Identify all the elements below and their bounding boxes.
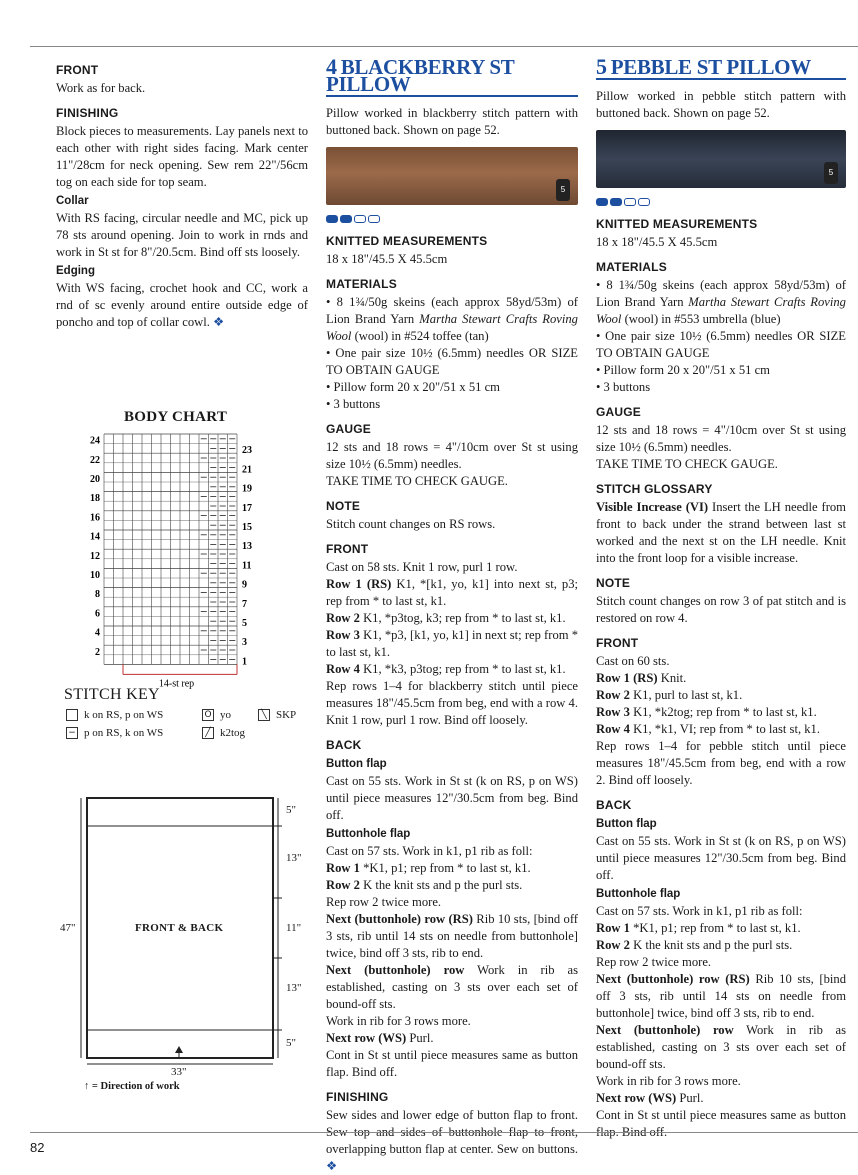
button-flap-heading: Button flap xyxy=(326,758,387,770)
knitted-measurements: 18 x 18"/45.5 X 45.5cm xyxy=(326,252,448,266)
pebble-intro: Pillow worked in pebble stitch pattern with buttoned back. Shown on page 52. xyxy=(596,89,846,120)
row-label-right: 15 xyxy=(242,522,252,533)
row-label-left: 14 xyxy=(90,531,100,543)
body-chart-title: BODY CHART xyxy=(124,409,228,425)
row-label-left: 16 xyxy=(90,512,100,524)
gauge-check: TAKE TIME TO CHECK GAUGE. xyxy=(596,457,778,471)
gauge-text: 12 sts and 18 rows = 4"/10cm over St st using size 10½ (6.5mm) needles. xyxy=(326,440,578,471)
glossary-text: Visible Increase (VI) Insert the LH needle from front to back under the strand between last st worked and the next st on the LH needle. Knit into the front loop for a visible increase. xyxy=(596,500,846,565)
pebble-column xyxy=(596,54,847,1141)
buttonhole-text: Cast on 57 sts. Work in k1, p1 rib as foll: xyxy=(326,844,533,858)
direction-legend: ↑ = Direction of work xyxy=(84,1081,180,1092)
row-label-left: 4 xyxy=(95,627,100,639)
repeat-text: Rep rows 1–4 for pebble stitch until piece measures 18"/45.5cm from beg, end with a row 2. Bind off loosely. xyxy=(596,739,846,787)
note-heading: NOTE xyxy=(596,576,631,590)
row-label-right: 7 xyxy=(242,598,247,610)
button-flap-text: Cast on 55 sts. Work in St st (k on RS, p on WS) until piece measures 12"/30.5cm from beg. Bind off. xyxy=(326,774,578,822)
schematic-label: FRONT & BACK xyxy=(135,922,224,934)
row-label-right: 13 xyxy=(242,541,252,553)
edging-text: With WS facing, crochet hook and CC, work a rnd of sc evenly around entire outside edge of poncho and top of collar cowl. ❖ xyxy=(56,281,308,329)
segment-2: 13" xyxy=(286,852,302,864)
buttonhole-text: Cast on 57 sts. Work in k1, p1 rib as foll: xyxy=(596,904,803,918)
buttonhole-flap-heading: Buttonhole flap xyxy=(326,828,411,840)
row-label-left: 8 xyxy=(95,589,100,601)
row-3: Row 3 K1, *p3, [k1, yo, k1] in next st; rep from * to last st, k1. xyxy=(326,628,578,659)
back-heading: BACK xyxy=(596,798,632,812)
knitted-measurements: 18 x 18"/45.5 X 45.5cm xyxy=(596,235,718,249)
skill-level-icon xyxy=(326,215,578,223)
button-flap-text: Cast on 55 sts. Work in St st (k on RS, p on WS) until piece measures 12"/30.5cm from beg. Bind off. xyxy=(596,834,846,882)
gauge-check: TAKE TIME TO CHECK GAUGE. xyxy=(326,474,508,488)
row-2: Row 2 K1, *p3tog, k3; rep from * to last st, k1. xyxy=(326,611,566,625)
material-buttons: • 3 buttons xyxy=(326,397,381,411)
front-text: Cast on 58 sts. Knit 1 row, purl 1 row. xyxy=(326,560,518,574)
back-heading: BACK xyxy=(326,738,362,752)
material-pillow: • Pillow form 20 x 20"/51 x 51 cm xyxy=(596,363,770,377)
segment-5: 5" xyxy=(286,1037,296,1049)
bottom-rule xyxy=(30,1132,858,1133)
end-diamond-icon: ❖ xyxy=(326,1159,338,1173)
front-heading: FRONT xyxy=(56,63,99,77)
schematic-diagram xyxy=(56,790,316,1100)
bh-row-2: Row 2 K the knit sts and p the purl sts. xyxy=(596,938,793,952)
front-heading: FRONT xyxy=(596,636,639,650)
finishing-text: Sew sides and lower edge of button flap to front. Sew top and sides of buttonhole flap to front, overlapping button flap at center. Sew on buttons. ❖ xyxy=(326,1108,578,1173)
row-label-right: 3 xyxy=(242,637,247,649)
repeat-label: 14-st rep xyxy=(158,678,195,690)
row-1: Row 1 (RS) Knit. xyxy=(596,671,687,685)
row-label-left: 6 xyxy=(95,608,100,620)
finishing-heading: FINISHING xyxy=(326,1090,389,1104)
knitted-measurements-heading: KNITTED MEASUREMENTS xyxy=(326,234,488,248)
bh-next-rs: Next (buttonhole) row (RS) Rib 10 sts, [bind off 3 sts, rib until 14 sts on needle from buttonhole] twice, bind off 3 sts, rib to end. xyxy=(326,912,578,960)
row-label-left: 2 xyxy=(95,646,100,658)
note-text: Stitch count changes on row 3 of pat stitch and is restored on row 4. xyxy=(596,594,846,625)
body-chart xyxy=(78,428,278,690)
bh-cont: Cont in St st until piece measures same as button flap. Bind off. xyxy=(326,1048,578,1079)
key-item-yo: O yo xyxy=(202,709,231,721)
row-label-left: 12 xyxy=(90,550,100,562)
row-label-right: 1 xyxy=(242,656,247,668)
blackberry-title: 4 BLACKBERRY ST PILLOW xyxy=(326,58,578,97)
bh-next-rs: Next (buttonhole) row (RS) Rib 10 sts, [bind off 3 sts, rib until 14 sts on needle from buttonhole] twice, bind off 3 sts, rib to end. xyxy=(596,972,846,1020)
knit-symbol-icon xyxy=(66,709,78,721)
yarn-weight-badge: 5 xyxy=(556,179,570,201)
gauge-heading: GAUGE xyxy=(596,405,642,419)
row-label-left: 20 xyxy=(90,474,100,485)
row-label-left: 10 xyxy=(90,570,100,581)
left-column xyxy=(56,58,308,331)
glossary-heading: STITCH GLOSSARY xyxy=(596,482,713,496)
front-heading: FRONT xyxy=(326,542,369,556)
segment-1: 5" xyxy=(286,804,296,816)
note-text: Stitch count changes on RS rows. xyxy=(326,517,496,531)
material-needles: • One pair size 10½ (6.5mm) needles OR SIZE TO OBTAIN GAUGE xyxy=(326,346,578,377)
pebble-title: 5 PEBBLE ST PILLOW xyxy=(596,58,846,80)
yarn-weight-badge: 5 xyxy=(824,162,838,184)
key-item-knit: k on RS, p on WS xyxy=(66,709,163,721)
material-needles: • One pair size 10½ (6.5mm) needles OR SIZE TO OBTAIN GAUGE xyxy=(596,329,846,360)
front-text: Cast on 60 sts. xyxy=(596,654,670,668)
k2tog-symbol-icon: ╱ xyxy=(202,727,214,739)
bh-rib: Work in rib for 3 rows more. xyxy=(596,1074,741,1088)
blackberry-column xyxy=(326,54,579,1175)
row-label-right: 5 xyxy=(242,618,247,629)
finishing-heading: FINISHING xyxy=(56,106,119,120)
row-1: Row 1 (RS) K1, *[k1, yo, k1] into next st, p3; rep from * to last st, k1. xyxy=(326,577,578,608)
page-number: 82 xyxy=(30,1140,45,1155)
row-label-right: 11 xyxy=(242,560,252,572)
gauge-heading: GAUGE xyxy=(326,422,372,436)
bh-repeat: Rep row 2 twice more. xyxy=(596,955,712,969)
bh-row-2: Row 2 K the knit sts and p the purl sts. xyxy=(326,878,523,892)
row-4: Row 4 K1, *k3, p3tog; rep from * to last st, k1. xyxy=(326,662,566,676)
materials-heading: MATERIALS xyxy=(596,260,667,274)
material-yarn: • 8 1¾/50g skeins (each approx 58yd/53m) of Lion Brand Yarn Martha Stewart Crafts Roving Wool (wool) in #524 toffee (tan) xyxy=(326,295,578,343)
finishing-text: Block pieces to measurements. Lay panels next to each other with right sides facing. Mark center 11"/28cm for neck opening. Sew rem 22"/56cm tog on each side for top seam. xyxy=(56,124,308,189)
pebble-swatch-image xyxy=(596,130,846,188)
edging-heading: Edging xyxy=(56,265,95,277)
skp-symbol-icon: ╲ xyxy=(258,709,270,721)
repeat-text: Rep rows 1–4 for blackberry stitch until piece measures 18"/45.5cm from beg, end with a row 4. Knit 1 row, purl 1 row. Bind off loosely. xyxy=(326,679,578,727)
collar-heading: Collar xyxy=(56,195,89,207)
segment-4: 13" xyxy=(286,982,302,994)
material-yarn: • 8 1¾/50g skeins (each approx 58yd/53m) of Lion Brand Yarn Martha Stewart Crafts Roving Wool (wool) in #553 umbrella (blue) xyxy=(596,278,846,326)
skill-level-icon xyxy=(596,198,846,206)
segment-3: 11" xyxy=(286,922,302,934)
buttonhole-flap-heading: Buttonhole flap xyxy=(596,888,681,900)
row-4: Row 4 K1, *k1, VI; rep from * to last st, k1. xyxy=(596,722,820,736)
yo-symbol-icon: O xyxy=(202,709,214,721)
bh-cont: Cont in St st until piece measures same as button flap. Bind off. xyxy=(596,1108,846,1139)
materials-heading: MATERIALS xyxy=(326,277,397,291)
blackberry-intro: Pillow worked in blackberry stitch pattern with buttoned back. Shown on page 52. xyxy=(326,106,578,137)
material-pillow: • Pillow form 20 x 20"/51 x 51 cm xyxy=(326,380,500,394)
bh-row-1: Row 1 *K1, p1; rep from * to last st, k1. xyxy=(326,861,531,875)
top-rule xyxy=(30,46,858,47)
row-2: Row 2 K1, purl to last st, k1. xyxy=(596,688,743,702)
row-label-right: 17 xyxy=(242,502,252,514)
key-item-skp: ╲ SKP xyxy=(258,709,296,721)
key-item-k2tog: ╱ k2tog xyxy=(202,727,245,739)
knitted-measurements-heading: KNITTED MEASUREMENTS xyxy=(596,217,758,231)
button-flap-heading: Button flap xyxy=(596,818,657,830)
bh-repeat: Rep row 2 twice more. xyxy=(326,895,442,909)
stitch-key-title: STITCH KEY xyxy=(64,686,160,703)
bh-next: Next (buttonhole) row Work in rib as established, casting on 3 sts over each set of bound-off sts. xyxy=(326,963,579,1011)
collar-text: With RS facing, circular needle and MC, pick up 78 sts around opening. Join to work in rnds and work in St st for 8"/20.5cm. Bind off sts loosely. xyxy=(56,211,308,259)
end-diamond-icon: ❖ xyxy=(213,315,225,329)
width-dimension: 33" xyxy=(171,1066,187,1078)
row-label-right: 21 xyxy=(242,464,252,476)
purl-symbol-icon: − xyxy=(66,727,78,739)
row-label-left: 22 xyxy=(90,454,100,466)
row-3: Row 3 K1, *k2tog; rep from * to last st, k1. xyxy=(596,705,817,719)
key-item-purl: − p on RS, k on WS xyxy=(66,727,163,739)
row-label-right: 19 xyxy=(242,483,252,495)
front-text: Work as for back. xyxy=(56,81,146,95)
bh-next-ws: Next row (WS) Purl. xyxy=(326,1031,434,1045)
height-dimension: 47" xyxy=(60,922,76,934)
bh-next-ws: Next row (WS) Purl. xyxy=(596,1091,704,1105)
row-label-left: 24 xyxy=(90,435,100,447)
row-label-right: 9 xyxy=(242,579,247,591)
row-label-right: 23 xyxy=(242,445,252,457)
bh-rib: Work in rib for 3 rows more. xyxy=(326,1014,471,1028)
arrow-up-icon: ↑ xyxy=(84,1081,90,1092)
bh-next: Next (buttonhole) row Work in rib as established, casting on 3 sts over each set of bound-off sts. xyxy=(596,1023,847,1071)
bh-row-1: Row 1 *K1, p1; rep from * to last st, k1. xyxy=(596,921,801,935)
row-label-left: 18 xyxy=(90,493,100,505)
material-buttons: • 3 buttons xyxy=(596,380,651,394)
blackberry-swatch-image xyxy=(326,147,578,205)
note-heading: NOTE xyxy=(326,499,361,513)
gauge-text: 12 sts and 18 rows = 4"/10cm over St st using size 10½ (6.5mm) needles. xyxy=(596,423,846,454)
